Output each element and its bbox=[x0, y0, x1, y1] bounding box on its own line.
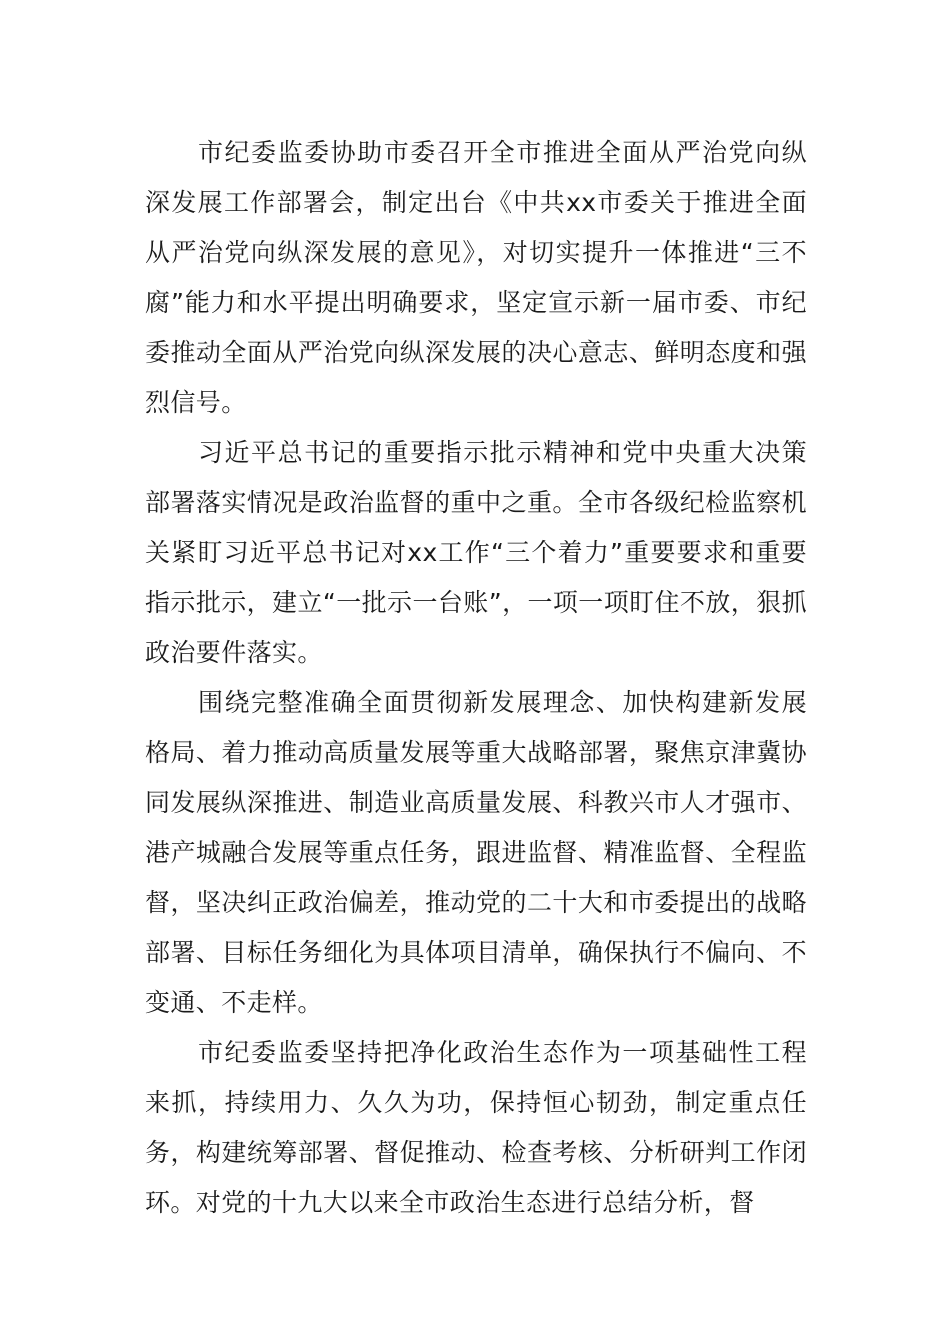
document-body bbox=[145, 128, 807, 1228]
paragraph-2: 习近平总书记的重要指示批示精神和党中央重大决策部署落实情况是政治监督的重中之重。全市各级纪检监察机关紧盯习近平总书记对xx工作“三个着力”重要要求和重要指示批示，建立“一批示一台账”，一项一项盯住不放，狠抓政治要件落实。 bbox=[145, 438, 807, 667]
paragraph-3: 围绕完整准确全面贯彻新发展理念、加快构建新发展格局、着力推动高质量发展等重大战略部署，聚焦京津冀协同发展纵深推进、制造业高质量发展、科教兴市人才强市、港产城融合发展等重点任务，跟进监督、精准监督、全程监督，坚决纠正政治偏差，推动党的二十大和市委提出的战略部署、目标任务细化为具体项目清单，确保执行不偏向、不变通、不走样。 bbox=[145, 688, 807, 1017]
paragraph-1: 市纪委监委协助市委召开全市推进全面从严治党向纵深发展工作部署会，制定出台《中共xx市委关于推进全面从严治党向纵深发展的意见》，对切实提升一体推进“三不腐”能力和水平提出明确要求，坚定宣示新一届市委、市纪委推动全面从严治党向纵深发展的决心意志、鲜明态度和强烈信号。 bbox=[145, 138, 807, 417]
paragraph-4: 市纪委监委坚持把净化政治生态作为一项基础性工程来抓，持续用力、久久为功，保持恒心韧劲，制定重点任务，构建统筹部署、督促推动、检查考核、分析研判工作闭环。对党的十九大以来全市政治生态进行总结分析，督 bbox=[145, 1038, 807, 1217]
